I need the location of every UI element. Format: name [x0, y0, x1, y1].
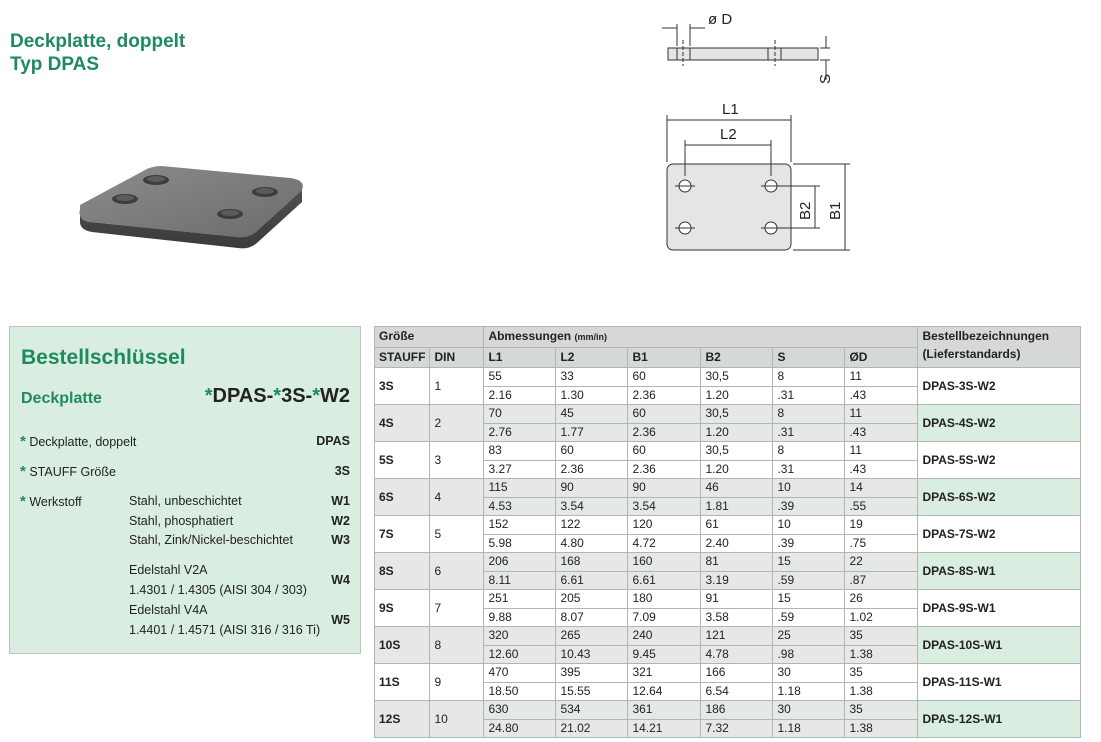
- cell-order: DPAS-3S-W2: [918, 368, 1081, 405]
- cell-inch: 4.80: [556, 534, 628, 553]
- cell-mm: 470: [484, 664, 556, 683]
- cell-inch: .87: [845, 571, 918, 590]
- material-code-5: W5: [331, 613, 350, 627]
- order-key-code: [205, 385, 350, 408]
- technical-drawing: [640, 0, 870, 262]
- cell-inch: 2.76: [484, 423, 556, 442]
- cell-inch: .31: [773, 386, 845, 405]
- cell-inch: 15.55: [556, 682, 628, 701]
- cell-inch: .31: [773, 460, 845, 479]
- header-order-line2: (Lieferstandards): [922, 347, 1021, 361]
- cell-din: 1: [430, 368, 484, 405]
- cell-inch: 2.36: [556, 460, 628, 479]
- code-part-type: DPAS-: [212, 385, 274, 407]
- cell-inch: 2.16: [484, 386, 556, 405]
- cell-mm: 30,5: [701, 368, 773, 387]
- order-key-panel: [9, 326, 361, 654]
- header-b2: B2: [701, 348, 773, 368]
- cell-inch: .43: [845, 386, 918, 405]
- cell-inch: 3.27: [484, 460, 556, 479]
- cell-size: 6S: [375, 479, 430, 516]
- header-order: [918, 327, 1081, 368]
- header-dimensions-unit: (mm/in): [574, 332, 607, 342]
- cell-order: DPAS-11S-W1: [918, 664, 1081, 701]
- cell-mm: 121: [701, 627, 773, 646]
- cell-din: 4: [430, 479, 484, 516]
- cell-mm: 180: [628, 590, 701, 609]
- row-asterisk: *: [20, 463, 26, 480]
- cell-mm: 60: [628, 405, 701, 424]
- material-1: Stahl, unbeschichtet: [129, 494, 242, 508]
- cell-inch: 9.45: [628, 645, 701, 664]
- dimensions-table-wrap: [374, 326, 1081, 738]
- material-4: Edelstahl V2A: [129, 563, 208, 577]
- cell-inch: .39: [773, 497, 845, 516]
- order-key-title: Bestellschlüssel: [21, 346, 186, 369]
- material-code-3: W3: [331, 533, 350, 547]
- cell-din: 10: [430, 701, 484, 738]
- cell-inch: 1.20: [701, 423, 773, 442]
- cell-mm: 11: [845, 442, 918, 461]
- table-row: [375, 664, 1081, 683]
- table-row: [375, 368, 1081, 387]
- cell-inch: 6.54: [701, 682, 773, 701]
- cell-size: 8S: [375, 553, 430, 590]
- cell-mm: 70: [484, 405, 556, 424]
- key-code-size: 3S: [334, 464, 350, 478]
- cell-inch: 2.36: [628, 423, 701, 442]
- cell-mm: 90: [628, 479, 701, 498]
- cell-inch: 1.18: [773, 682, 845, 701]
- cell-inch: 4.53: [484, 497, 556, 516]
- cell-inch: 7.32: [701, 719, 773, 738]
- header-s: S: [773, 348, 845, 368]
- cell-mm: 35: [845, 664, 918, 683]
- cell-order: DPAS-6S-W2: [918, 479, 1081, 516]
- row-asterisk: *: [20, 433, 26, 450]
- cell-mm: 90: [556, 479, 628, 498]
- cell-inch: 1.18: [773, 719, 845, 738]
- cell-mm: 35: [845, 627, 918, 646]
- cell-din: 7: [430, 590, 484, 627]
- cell-inch: 21.02: [556, 719, 628, 738]
- code-part-size: 3S-: [281, 385, 313, 407]
- cell-mm: 206: [484, 553, 556, 572]
- dimensions-table: [374, 326, 1081, 738]
- cell-inch: .43: [845, 423, 918, 442]
- header-l2: L2: [556, 348, 628, 368]
- material-5-detail: 1.4401 / 1.4571 (AISI 316 / 316 Ti): [129, 623, 321, 637]
- cell-inch: 6.61: [556, 571, 628, 590]
- cell-inch: 1.02: [845, 608, 918, 627]
- cell-mm: 30: [773, 664, 845, 683]
- cell-mm: 115: [484, 479, 556, 498]
- code-asterisk: *: [312, 385, 320, 407]
- row-label: Deckplatte, doppelt: [29, 435, 137, 449]
- cell-mm: 81: [701, 553, 773, 572]
- cell-order: DPAS-9S-W1: [918, 590, 1081, 627]
- cell-inch: 9.88: [484, 608, 556, 627]
- page-title: [10, 30, 185, 76]
- product-photo: [70, 150, 320, 260]
- cell-inch: 3.58: [701, 608, 773, 627]
- cell-mm: 25: [773, 627, 845, 646]
- cell-inch: 6.61: [628, 571, 701, 590]
- cell-inch: 8.07: [556, 608, 628, 627]
- cell-mm: 361: [628, 701, 701, 720]
- cell-inch: 8.11: [484, 571, 556, 590]
- cell-mm: 60: [556, 442, 628, 461]
- cell-inch: 3.19: [701, 571, 773, 590]
- cell-mm: 19: [845, 516, 918, 535]
- cell-inch: .55: [845, 497, 918, 516]
- cell-inch: 7.09: [628, 608, 701, 627]
- cell-mm: 15: [773, 590, 845, 609]
- key-row-size: [20, 463, 116, 480]
- cell-order: DPAS-12S-W1: [918, 701, 1081, 738]
- cell-inch: .43: [845, 460, 918, 479]
- cell-inch: 2.36: [628, 386, 701, 405]
- cell-inch: 2.36: [628, 460, 701, 479]
- material-5: Edelstahl V4A: [129, 603, 208, 617]
- cell-inch: 2.40: [701, 534, 773, 553]
- header-size: Größe: [375, 327, 484, 348]
- row-label: Werkstoff: [29, 495, 82, 509]
- row-label: STAUFF Größe: [29, 465, 116, 479]
- header-l1: L1: [484, 348, 556, 368]
- cell-mm: 14: [845, 479, 918, 498]
- cell-din: 9: [430, 664, 484, 701]
- cell-inch: 12.60: [484, 645, 556, 664]
- cell-mm: 83: [484, 442, 556, 461]
- material-2: Stahl, phosphatiert: [129, 514, 234, 528]
- cell-mm: 321: [628, 664, 701, 683]
- header-d: ØD: [845, 348, 918, 368]
- order-key-product: Deckplatte: [21, 390, 102, 407]
- cell-inch: 24.80: [484, 719, 556, 738]
- cell-inch: 4.78: [701, 645, 773, 664]
- code-asterisk: *: [273, 385, 282, 407]
- cell-mm: 10: [773, 479, 845, 498]
- cell-inch: .31: [773, 423, 845, 442]
- label-diameter: ø D: [708, 11, 733, 28]
- header-b1: B1: [628, 348, 701, 368]
- label-l1: L1: [722, 101, 739, 118]
- key-row-type: [20, 433, 136, 450]
- material-code-2: W2: [331, 514, 350, 528]
- code-part-material: W2: [320, 385, 350, 407]
- key-row-material: [20, 493, 82, 510]
- table-row: [375, 590, 1081, 609]
- header-stauff: STAUFF: [375, 348, 430, 368]
- cell-mm: 186: [701, 701, 773, 720]
- table-row: [375, 479, 1081, 498]
- cell-mm: 152: [484, 516, 556, 535]
- cell-din: 6: [430, 553, 484, 590]
- cell-inch: 1.20: [701, 386, 773, 405]
- table-row: [375, 553, 1081, 572]
- cell-inch: .39: [773, 534, 845, 553]
- cell-mm: 11: [845, 368, 918, 387]
- cell-mm: 630: [484, 701, 556, 720]
- cell-mm: 120: [628, 516, 701, 535]
- cell-order: DPAS-10S-W1: [918, 627, 1081, 664]
- key-code-type: DPAS: [316, 434, 350, 448]
- header-dimensions-label: Abmessungen: [488, 329, 572, 343]
- cell-inch: 4.72: [628, 534, 701, 553]
- table-row: [375, 516, 1081, 535]
- cell-inch: .59: [773, 571, 845, 590]
- cell-mm: 122: [556, 516, 628, 535]
- cell-mm: 534: [556, 701, 628, 720]
- cell-inch: 3.54: [628, 497, 701, 516]
- cell-din: 5: [430, 516, 484, 553]
- cell-inch: 12.64: [628, 682, 701, 701]
- cell-mm: 46: [701, 479, 773, 498]
- cell-mm: 168: [556, 553, 628, 572]
- cell-size: 10S: [375, 627, 430, 664]
- cell-inch: .59: [773, 608, 845, 627]
- cell-mm: 395: [556, 664, 628, 683]
- cell-inch: 1.30: [556, 386, 628, 405]
- cell-order: DPAS-7S-W2: [918, 516, 1081, 553]
- cell-size: 3S: [375, 368, 430, 405]
- header-order-line1: Bestellbezeichnungen: [922, 329, 1050, 343]
- title-line-2: Typ DPAS: [10, 54, 100, 75]
- cell-size: 4S: [375, 405, 430, 442]
- cell-mm: 265: [556, 627, 628, 646]
- cell-mm: 10: [773, 516, 845, 535]
- cell-mm: 160: [628, 553, 701, 572]
- cell-mm: 8: [773, 405, 845, 424]
- cell-mm: 11: [845, 405, 918, 424]
- table-row: [375, 442, 1081, 461]
- cell-mm: 35: [845, 701, 918, 720]
- cell-inch: 1.38: [845, 682, 918, 701]
- row-asterisk: *: [20, 493, 26, 510]
- table-row: [375, 405, 1081, 424]
- cell-inch: 1.77: [556, 423, 628, 442]
- cell-mm: 33: [556, 368, 628, 387]
- table-row: [375, 627, 1081, 646]
- cell-inch: 1.38: [845, 719, 918, 738]
- cell-din: 3: [430, 442, 484, 479]
- material-code-1: W1: [331, 494, 350, 508]
- cell-mm: 320: [484, 627, 556, 646]
- cell-inch: 3.54: [556, 497, 628, 516]
- cell-din: 8: [430, 627, 484, 664]
- cell-mm: 166: [701, 664, 773, 683]
- cell-size: 9S: [375, 590, 430, 627]
- cell-mm: 26: [845, 590, 918, 609]
- cell-mm: 15: [773, 553, 845, 572]
- header-dimensions: [484, 327, 918, 348]
- cell-mm: 91: [701, 590, 773, 609]
- cell-inch: 18.50: [484, 682, 556, 701]
- label-l2: L2: [720, 126, 737, 143]
- cell-size: 11S: [375, 664, 430, 701]
- cell-inch: 1.38: [845, 645, 918, 664]
- cell-size: 12S: [375, 701, 430, 738]
- label-s: S: [817, 73, 834, 84]
- material-4-detail: 1.4301 / 1.4305 (AISI 304 / 303): [129, 583, 307, 597]
- cell-mm: 60: [628, 368, 701, 387]
- table-row: [375, 701, 1081, 720]
- material-3: Stahl, Zink/Nickel-beschichtet: [129, 533, 293, 547]
- label-b1: B1: [827, 201, 844, 220]
- cell-mm: 55: [484, 368, 556, 387]
- cell-mm: 22: [845, 553, 918, 572]
- cell-inch: 1.81: [701, 497, 773, 516]
- cell-inch: 10.43: [556, 645, 628, 664]
- cell-inch: .75: [845, 534, 918, 553]
- title-line-1: Deckplatte, doppelt: [10, 31, 186, 52]
- cell-mm: 205: [556, 590, 628, 609]
- cell-mm: 45: [556, 405, 628, 424]
- cell-order: DPAS-4S-W2: [918, 405, 1081, 442]
- cell-mm: 30,5: [701, 405, 773, 424]
- cell-size: 5S: [375, 442, 430, 479]
- cell-mm: 61: [701, 516, 773, 535]
- cell-mm: 8: [773, 442, 845, 461]
- header-din: DIN: [430, 348, 484, 368]
- label-b2: B2: [797, 201, 814, 220]
- dimensions-table-body: [375, 368, 1081, 738]
- cell-order: DPAS-8S-W1: [918, 553, 1081, 590]
- cell-inch: .98: [773, 645, 845, 664]
- cell-din: 2: [430, 405, 484, 442]
- cell-mm: 8: [773, 368, 845, 387]
- cell-mm: 30: [773, 701, 845, 720]
- code-asterisk: *: [204, 385, 213, 407]
- cell-mm: 251: [484, 590, 556, 609]
- cell-mm: 30,5: [701, 442, 773, 461]
- cell-inch: 5.98: [484, 534, 556, 553]
- cell-size: 7S: [375, 516, 430, 553]
- cell-order: DPAS-5S-W2: [918, 442, 1081, 479]
- material-code-4: W4: [331, 573, 350, 587]
- cell-inch: 14.21: [628, 719, 701, 738]
- cell-mm: 240: [628, 627, 701, 646]
- cell-mm: 60: [628, 442, 701, 461]
- cell-inch: 1.20: [701, 460, 773, 479]
